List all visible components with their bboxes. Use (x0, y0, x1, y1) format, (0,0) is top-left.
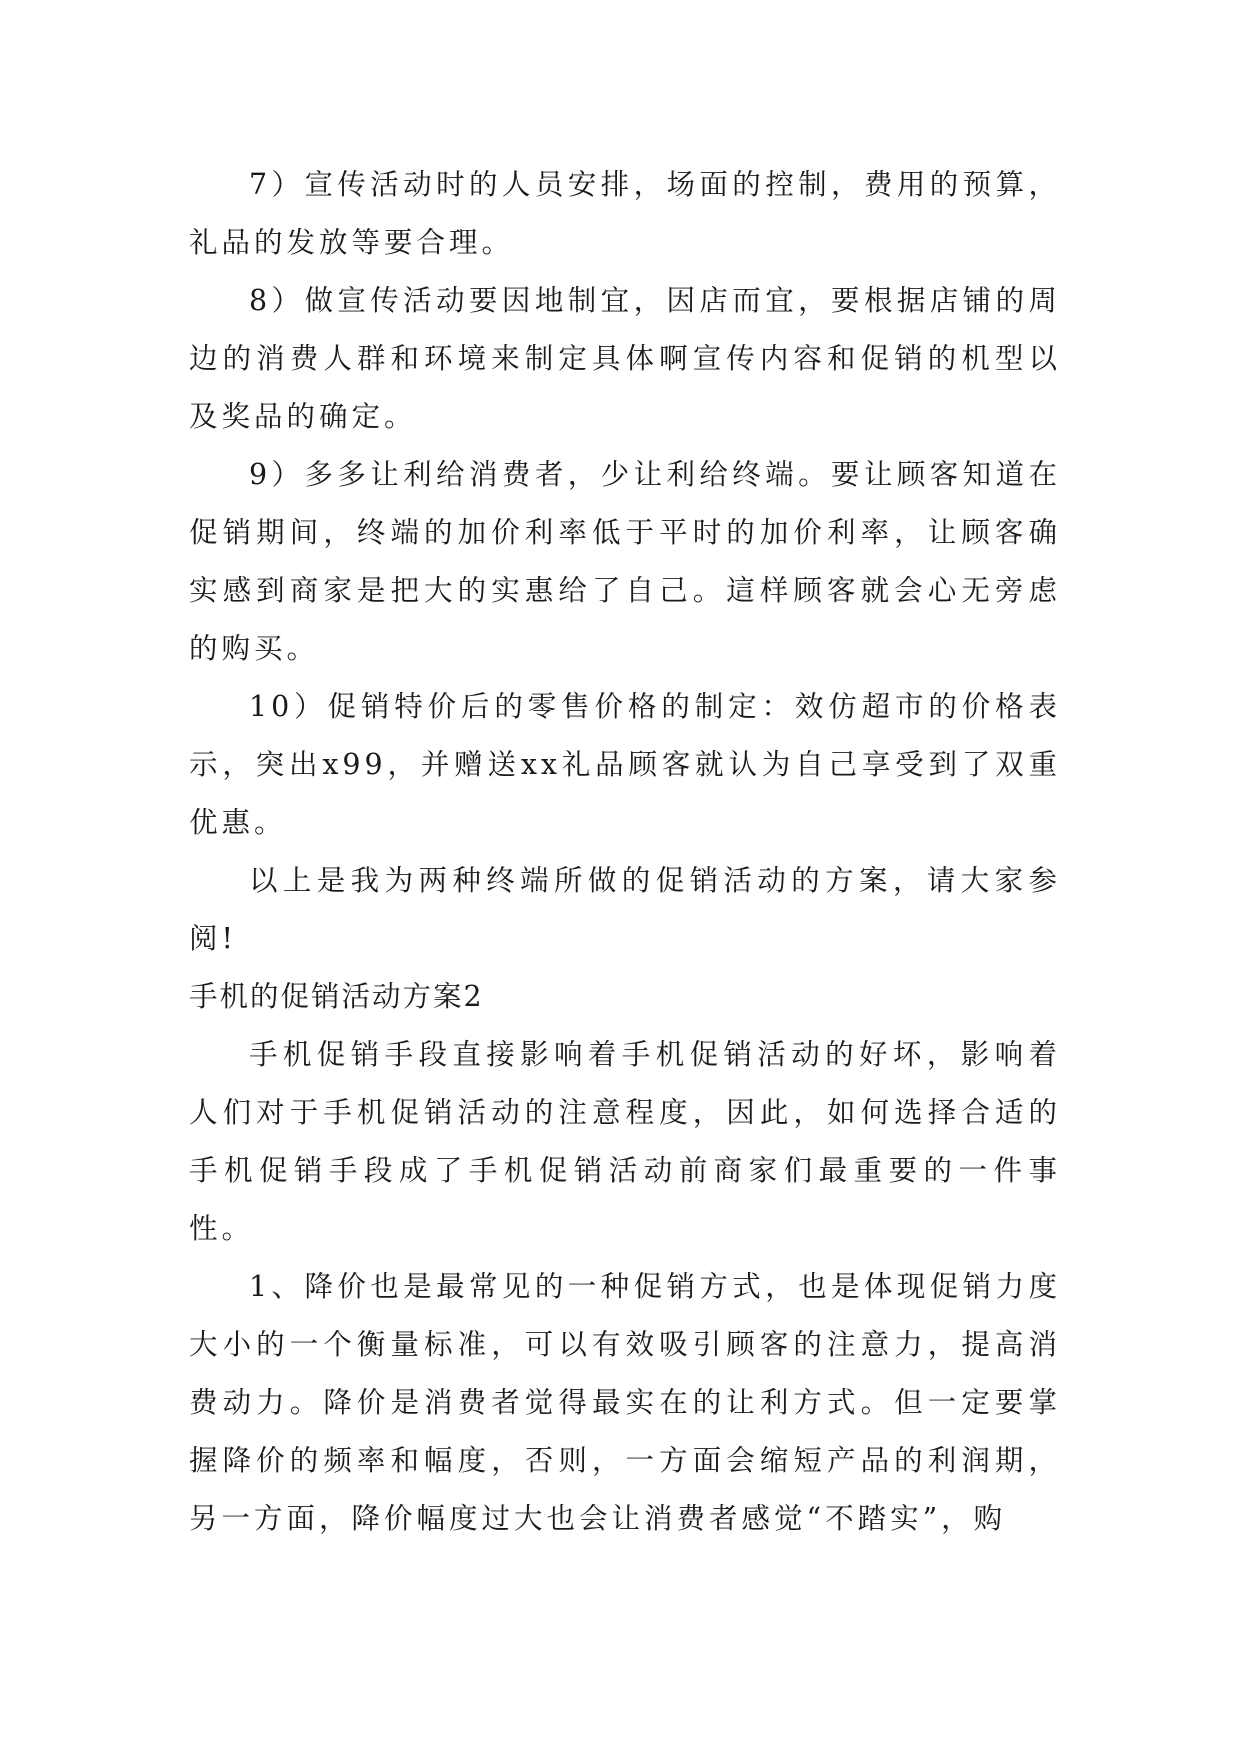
section-heading: 手机的促销活动方案2 (189, 980, 484, 1013)
paragraph-item-8: 8）做宣传活动要因地制宜，因店而宜，要根据店铺的周边的消费人群和环境来制定具体啊宣传内容和促销的机型以及奖品的确定。 (189, 284, 1061, 433)
paragraph-item-9: 9）多多让利给消费者，少让利给终端。要让顾客知道在促销期间，终端的加价利率低于平时的加价利率，让顾客确实感到商家是把大的实惠给了自己。這样顾客就会心无旁虑的购买。 (189, 458, 1061, 665)
intro-paragraph: 手机促销手段直接影响着手机促销活动的好坏，影响着人们对于手机促销活动的注意程度，因此，如何选择合适的手机促销手段成了手机促销活动前商家们最重要的一件事性。 (189, 1038, 1061, 1245)
closing-paragraph: 以上是我为两种终端所做的促销活动的方案，请大家参阅! (189, 864, 1061, 955)
paragraph-item-10: 10）促销特价后的零售价格的制定：效仿超市的价格表示，突出x99，并赠送xx礼品顾客就认为自己享受到了双重优惠。 (189, 690, 1061, 839)
paragraph-item-7: 7）宣传活动时的人员安排，场面的控制，费用的预算，礼品的发放等要合理。 (189, 168, 1061, 259)
document-body (189, 156, 1061, 1548)
paragraph-item-1: 1、降价也是最常见的一种促销方式，也是体现促销力度大小的一个衡量标准，可以有效吸引顾客的注意力，提高消费动力。降价是消费者觉得最实在的让利方式。但一定要掌握降价的频率和幅度，否则，一方面会缩短产品的利润期，另一方面，降价幅度过大也会让消费者感觉“不踏实”，购 (189, 1270, 1061, 1535)
